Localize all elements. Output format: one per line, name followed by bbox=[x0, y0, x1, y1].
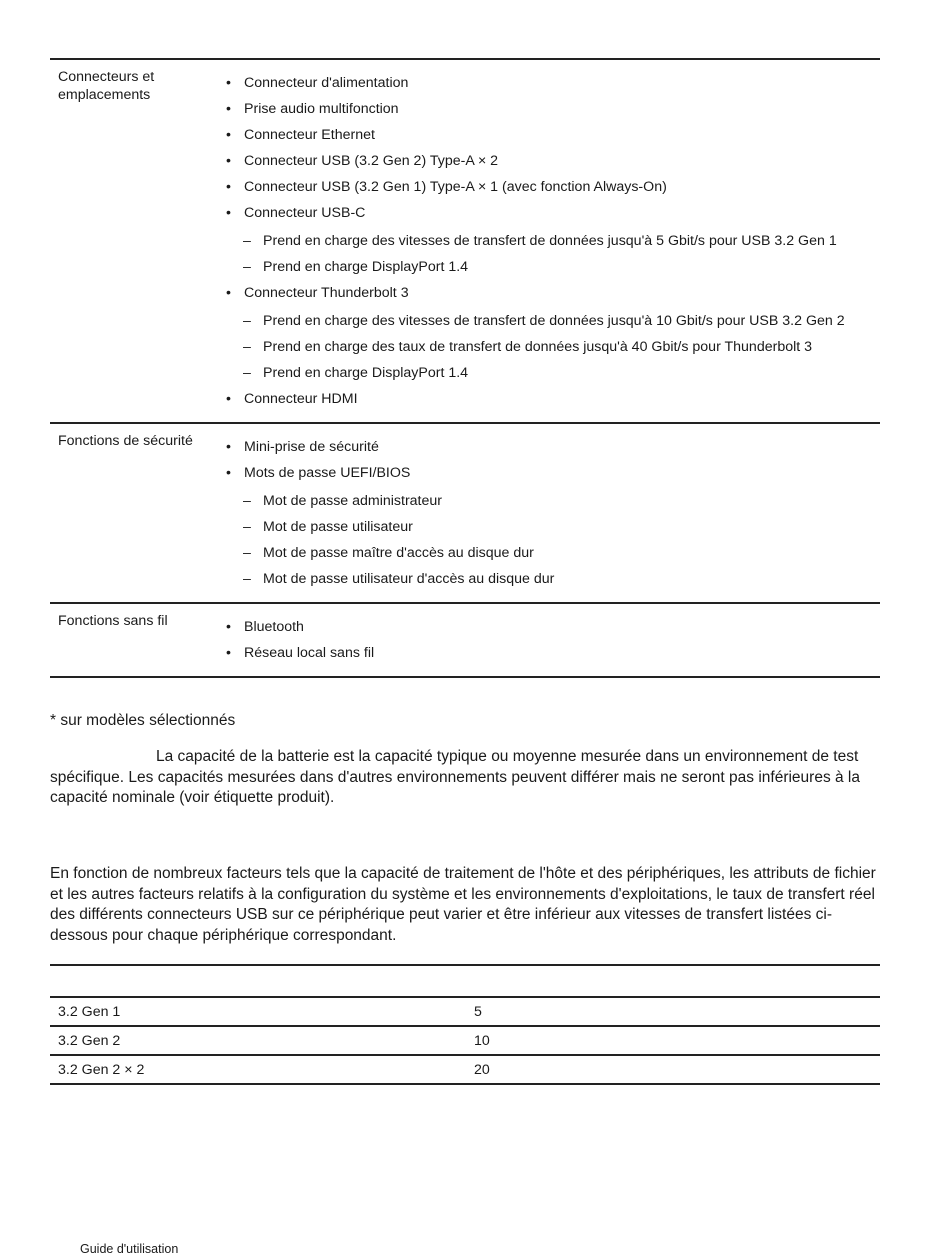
sub-list-item: – Mot de passe utilisateur d'accès au disque dur bbox=[224, 570, 870, 588]
table-row bbox=[50, 1027, 880, 1056]
usb-type-cell: 3.2 Gen 1 bbox=[58, 1003, 121, 1020]
usb-table-header bbox=[50, 966, 880, 998]
usbc-sublist bbox=[224, 232, 870, 276]
list-item: • Prise audio multifonction bbox=[224, 100, 870, 118]
spec-content bbox=[224, 424, 880, 602]
usb-type-cell: 3.2 Gen 2 × 2 bbox=[58, 1061, 145, 1078]
list-item: • Mini-prise de sécurité bbox=[224, 438, 870, 456]
battery-paragraph: La capacité de la batterie est la capacité typique ou moyenne mesurée dans un environnement de test spécifique. Les capacités mesurées dans d'autres environnements peuvent différer mais ne seront pas inférieures à la capacité nominale (voir étiquette produit). bbox=[50, 748, 860, 806]
sub-list-item: – Prend en charge des vitesses de transfert de données jusqu'à 5 Gbit/s pour USB 3.2 Gen 1 bbox=[224, 232, 870, 250]
list-item: • Connecteur Ethernet bbox=[224, 126, 870, 144]
list-item: • Connecteur d'alimentation bbox=[224, 74, 870, 92]
spec-row-connectors bbox=[50, 60, 880, 424]
list-item: • Réseau local sans fil bbox=[224, 644, 870, 662]
usb-speed-cell: 10 bbox=[474, 1032, 490, 1049]
list-item: • Connecteur USB-C bbox=[224, 204, 870, 222]
spec-label: Fonctions sans fil bbox=[58, 613, 168, 629]
sub-list-item: – Prend en charge DisplayPort 1.4 bbox=[224, 364, 870, 382]
spec-row-security bbox=[50, 424, 880, 604]
spec-content bbox=[224, 60, 880, 422]
list-item: • Mots de passe UEFI/BIOS bbox=[224, 464, 870, 482]
password-sublist bbox=[224, 492, 870, 588]
table-row bbox=[50, 998, 880, 1027]
sub-list-item: – Prend en charge DisplayPort 1.4 bbox=[224, 258, 870, 276]
spec-label: Fonctions de sécurité bbox=[58, 433, 193, 449]
usb-type-cell: 3.2 Gen 2 bbox=[58, 1032, 121, 1049]
sub-list-item: – Mot de passe administrateur bbox=[224, 492, 870, 510]
specifications-table bbox=[50, 58, 880, 678]
usb-paragraph: En fonction de nombreux facteurs tels que la capacité de traitement de l'hôte et des périphériques, les attributs de fichier et les autres facteurs relatifs à la configuration du système et les environnements d'exploitations, le taux de transfert réel des différents connecteurs USB sur ce périphérique peut varier et être inférieur aux vitesses de transfert listées ci-dessous pour chaque périphérique correspondant. bbox=[50, 865, 876, 944]
spec-content bbox=[224, 604, 880, 676]
list-item: • Connecteur USB (3.2 Gen 1) Type-A × 1 (avec fonction Always-On) bbox=[224, 178, 870, 196]
sub-list-item: – Prend en charge des vitesses de transfert de données jusqu'à 10 Gbit/s pour USB 3.2 Gen 2 bbox=[224, 312, 870, 330]
spec-row-wireless bbox=[50, 604, 880, 678]
footnote: * sur modèles sélectionnés bbox=[50, 712, 236, 729]
list-item: • Connecteur USB (3.2 Gen 2) Type-A × 2 bbox=[224, 152, 870, 170]
table-row bbox=[50, 1056, 880, 1085]
usb-speed-cell: 20 bbox=[474, 1061, 490, 1078]
list-item: • Connecteur Thunderbolt 3 bbox=[224, 284, 870, 302]
page-footer: Guide d'utilisation bbox=[80, 1242, 179, 1256]
spec-label: Connecteurs et emplacements bbox=[58, 69, 155, 103]
thunderbolt-sublist bbox=[224, 312, 870, 382]
list-item: • Connecteur HDMI bbox=[224, 390, 870, 408]
usb-speed-cell: 5 bbox=[474, 1003, 482, 1020]
usb-speed-table bbox=[50, 964, 880, 1085]
sub-list-item: – Mot de passe maître d'accès au disque dur bbox=[224, 544, 870, 562]
list-item: • Bluetooth bbox=[224, 618, 870, 636]
sub-list-item: – Prend en charge des taux de transfert de données jusqu'à 40 Gbit/s pour Thunderbolt 3 bbox=[224, 338, 870, 356]
sub-list-item: – Mot de passe utilisateur bbox=[224, 518, 870, 536]
